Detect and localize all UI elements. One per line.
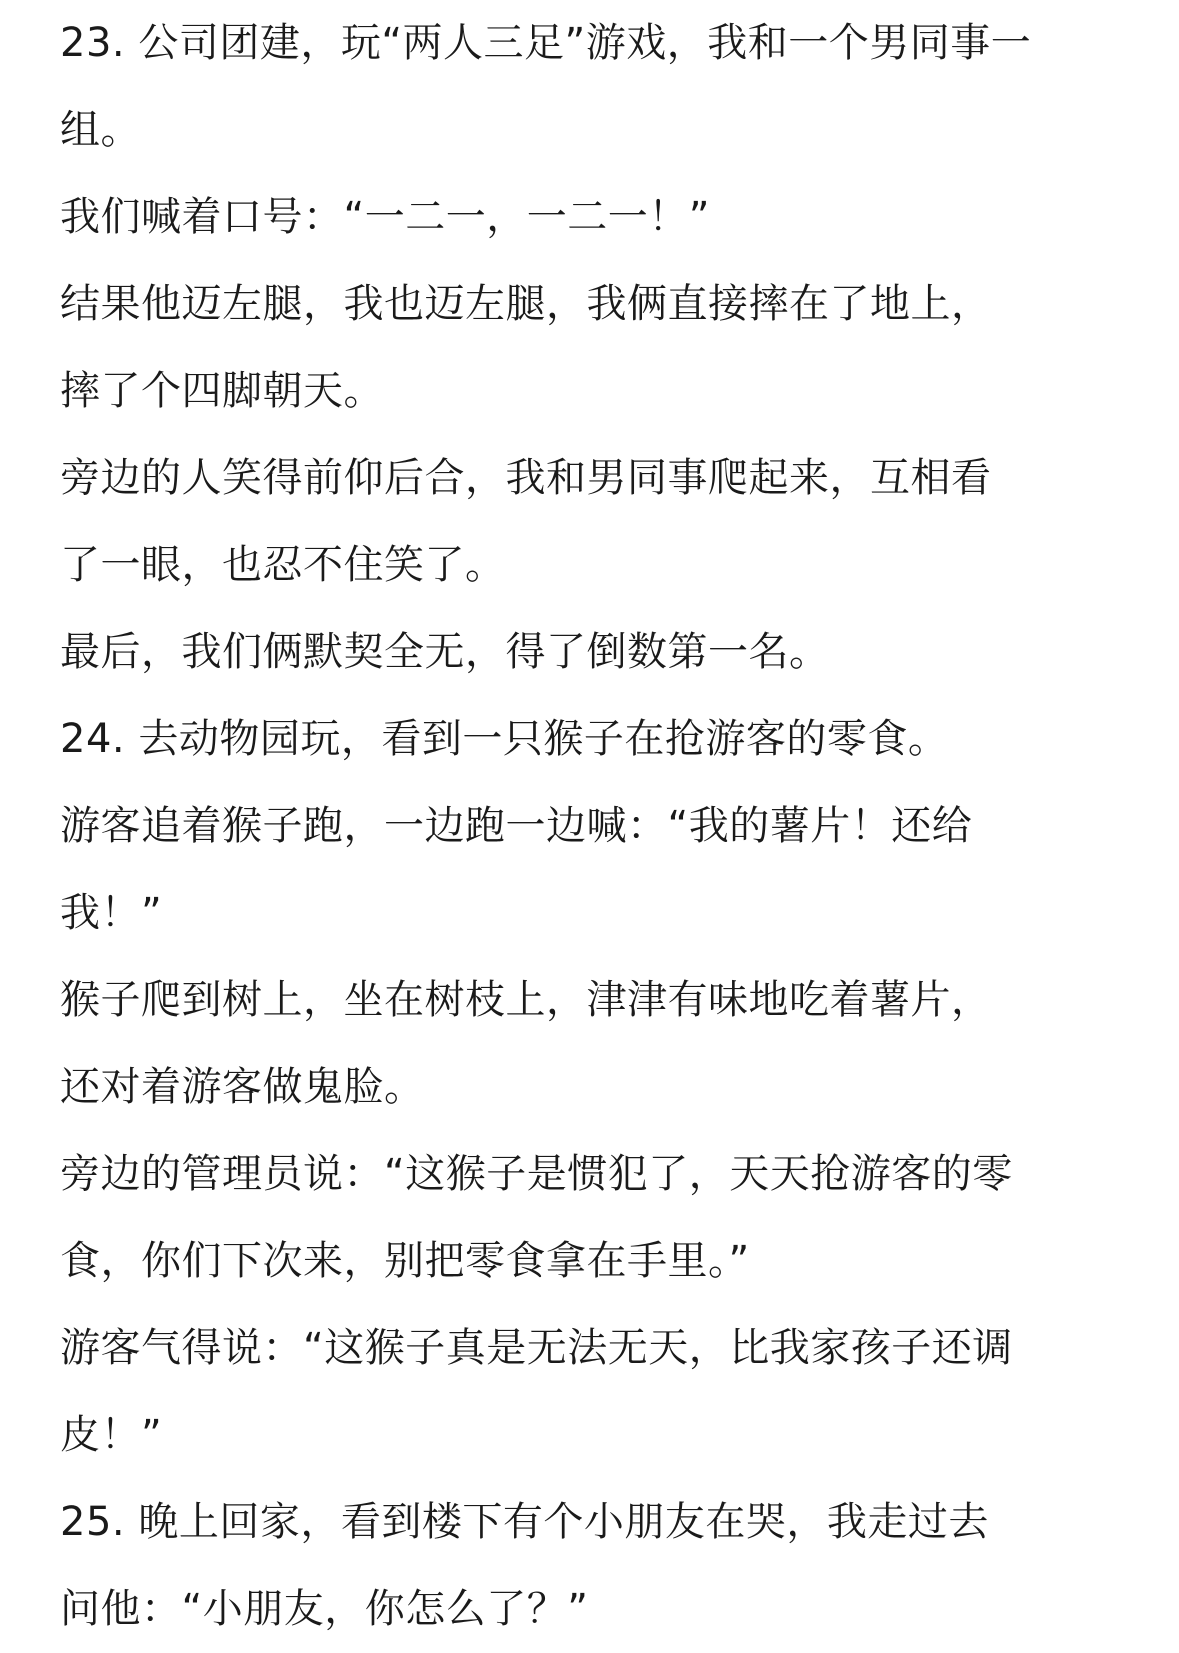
text-line: 问他：“小朋友，你怎么了？” xyxy=(60,1586,589,1632)
text-line: 我！” xyxy=(60,890,163,936)
text-line: 食，你们下次来，别把零食拿在手里。” xyxy=(60,1238,750,1284)
text-line: 猴子爬到树上，坐在树枝上，津津有味地吃着薯片， xyxy=(60,977,992,1023)
text-line: 结果他迈左腿，我也迈左腿，我俩直接摔在了地上， xyxy=(60,281,992,327)
text-line: 游客追着猴子跑，一边跑一边喊：“我的薯片！还给 xyxy=(60,803,973,849)
article-body xyxy=(60,0,1120,1653)
text-line: 24. 去动物园玩，看到一只猴子在抢游客的零食。 xyxy=(60,716,949,762)
text-line: 组。 xyxy=(60,107,141,153)
text-line: 23. 公司团建，玩“两人三足”游戏，我和一个男同事一 xyxy=(60,20,1032,66)
text-line: 游客气得说：“这猴子真是无法无天，比我家孩子还调 xyxy=(60,1325,1013,1371)
text-line: 旁边的管理员说：“这猴子是惯犯了，天天抢游客的零 xyxy=(60,1151,1013,1197)
text-line: 旁边的人笑得前仰后合，我和男同事爬起来，互相看 xyxy=(60,455,992,501)
text-line: 最后，我们俩默契全无，得了倒数第一名。 xyxy=(60,629,830,675)
text-line: 皮！” xyxy=(60,1412,163,1458)
text-line: 了一眼，也忍不住笑了。 xyxy=(60,542,506,588)
text-line: 25. 晚上回家，看到楼下有个小朋友在哭，我走过去 xyxy=(60,1499,989,1545)
text-line: 摔了个四脚朝天。 xyxy=(60,368,384,414)
text-line: 还对着游客做鬼脸。 xyxy=(60,1064,425,1110)
text-line: 我们喊着口号：“一二一，一二一！” xyxy=(60,194,710,240)
